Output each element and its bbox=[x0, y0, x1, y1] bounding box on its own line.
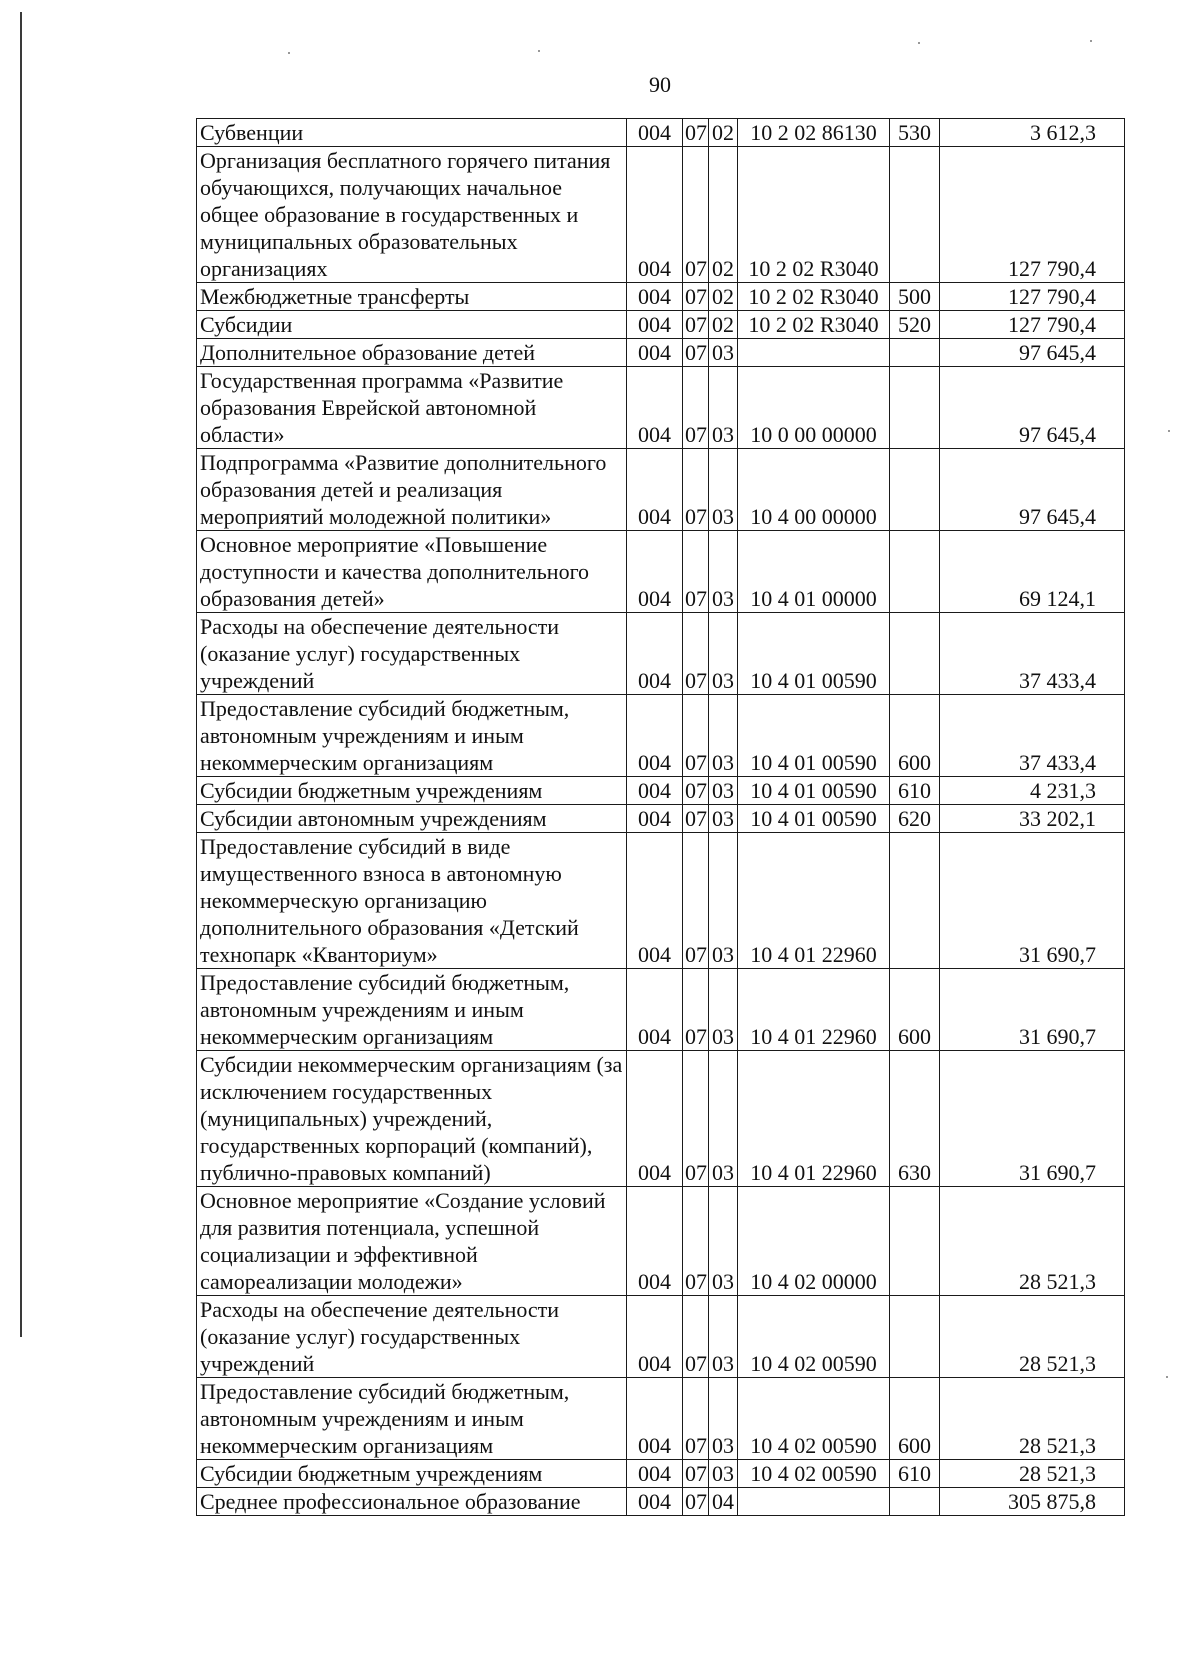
row-name: Субсидии bbox=[197, 311, 627, 339]
ministry-code: 004 bbox=[627, 311, 683, 339]
expense-type-code: 620 bbox=[890, 805, 940, 833]
target-item-code: 10 4 00 00000 bbox=[738, 449, 890, 531]
subsection-code: 03 bbox=[709, 613, 738, 695]
target-item-code: 10 4 01 00590 bbox=[738, 777, 890, 805]
ministry-code: 004 bbox=[627, 777, 683, 805]
table-row bbox=[197, 339, 1125, 367]
table-row bbox=[197, 311, 1125, 339]
section-code: 07 bbox=[683, 969, 709, 1051]
subsection-code: 03 bbox=[709, 531, 738, 613]
row-name: Предоставление субсидий бюджетным, автономным учреждениям и иным некоммерческим организациям bbox=[197, 969, 627, 1051]
target-item-code: 10 4 02 00000 bbox=[738, 1187, 890, 1296]
binding-margin-line bbox=[20, 12, 22, 1337]
table-row bbox=[197, 449, 1125, 531]
scan-speck bbox=[538, 50, 540, 52]
row-name: Предоставление субсидий бюджетным, автономным учреждениям и иным некоммерческим организациям bbox=[197, 1378, 627, 1460]
section-code: 07 bbox=[683, 805, 709, 833]
section-code: 07 bbox=[683, 339, 709, 367]
section-code: 07 bbox=[683, 1187, 709, 1296]
target-item-code: 10 4 01 22960 bbox=[738, 833, 890, 969]
amount: 97 645,4 bbox=[940, 449, 1125, 531]
row-name: Предоставление субсидий в виде имущественного взноса в автономную некоммерческую организацию дополнительного образования «Детский технопарк «Кванториум» bbox=[197, 833, 627, 969]
section-code: 07 bbox=[683, 1296, 709, 1378]
expense-type-code: 530 bbox=[890, 119, 940, 147]
target-item-code: 10 2 02 86130 bbox=[738, 119, 890, 147]
ministry-code: 004 bbox=[627, 1378, 683, 1460]
amount: 31 690,7 bbox=[940, 1051, 1125, 1187]
table-row bbox=[197, 833, 1125, 969]
ministry-code: 004 bbox=[627, 531, 683, 613]
ministry-code: 004 bbox=[627, 339, 683, 367]
subsection-code: 02 bbox=[709, 147, 738, 283]
table-row bbox=[197, 969, 1125, 1051]
ministry-code: 004 bbox=[627, 449, 683, 531]
amount: 127 790,4 bbox=[940, 311, 1125, 339]
scan-speck bbox=[288, 52, 290, 54]
ministry-code: 004 bbox=[627, 283, 683, 311]
ministry-code: 004 bbox=[627, 613, 683, 695]
scan-speck bbox=[918, 42, 920, 44]
table-row bbox=[197, 1187, 1125, 1296]
section-code: 07 bbox=[683, 695, 709, 777]
amount: 28 521,3 bbox=[940, 1187, 1125, 1296]
expense-type-code: 600 bbox=[890, 1378, 940, 1460]
table-row bbox=[197, 1460, 1125, 1488]
section-code: 07 bbox=[683, 367, 709, 449]
expense-type-code: 500 bbox=[890, 283, 940, 311]
table-row bbox=[197, 367, 1125, 449]
subsection-code: 03 bbox=[709, 339, 738, 367]
ministry-code: 004 bbox=[627, 805, 683, 833]
row-name: Основное мероприятие «Повышение доступности и качества дополнительного образования детей» bbox=[197, 531, 627, 613]
target-item-code: 10 4 01 22960 bbox=[738, 1051, 890, 1187]
amount: 69 124,1 bbox=[940, 531, 1125, 613]
section-code: 07 bbox=[683, 613, 709, 695]
amount: 127 790,4 bbox=[940, 283, 1125, 311]
ministry-code: 004 bbox=[627, 147, 683, 283]
expense-type-code bbox=[890, 449, 940, 531]
row-name: Организация бесплатного горячего питания обучающихся, получающих начальное общее образование в государственных и муниципальных образовательных организациях bbox=[197, 147, 627, 283]
target-item-code: 10 0 00 00000 bbox=[738, 367, 890, 449]
target-item-code bbox=[738, 1488, 890, 1516]
subsection-code: 03 bbox=[709, 367, 738, 449]
amount: 33 202,1 bbox=[940, 805, 1125, 833]
subsection-code: 03 bbox=[709, 833, 738, 969]
ministry-code: 004 bbox=[627, 367, 683, 449]
ministry-code: 004 bbox=[627, 1187, 683, 1296]
amount: 37 433,4 bbox=[940, 695, 1125, 777]
row-name: Расходы на обеспечение деятельности (оказание услуг) государственных учреждений bbox=[197, 613, 627, 695]
target-item-code: 10 4 01 00000 bbox=[738, 531, 890, 613]
row-name: Субсидии автономным учреждениям bbox=[197, 805, 627, 833]
section-code: 07 bbox=[683, 147, 709, 283]
scan-speck bbox=[1166, 1376, 1168, 1378]
expense-type-code bbox=[890, 1296, 940, 1378]
amount: 3 612,3 bbox=[940, 119, 1125, 147]
section-code: 07 bbox=[683, 833, 709, 969]
section-code: 07 bbox=[683, 283, 709, 311]
target-item-code: 10 4 01 00590 bbox=[738, 805, 890, 833]
expense-type-code: 600 bbox=[890, 969, 940, 1051]
target-item-code: 10 4 01 00590 bbox=[738, 695, 890, 777]
target-item-code: 10 4 02 00590 bbox=[738, 1460, 890, 1488]
expense-type-code bbox=[890, 367, 940, 449]
subsection-code: 04 bbox=[709, 1488, 738, 1516]
subsection-code: 03 bbox=[709, 449, 738, 531]
amount: 37 433,4 bbox=[940, 613, 1125, 695]
target-item-code: 10 4 01 22960 bbox=[738, 969, 890, 1051]
row-name: Предоставление субсидий бюджетным, автономным учреждениям и иным некоммерческим организациям bbox=[197, 695, 627, 777]
table-row bbox=[197, 1051, 1125, 1187]
target-item-code: 10 4 02 00590 bbox=[738, 1296, 890, 1378]
expense-type-code: 600 bbox=[890, 695, 940, 777]
row-name: Межбюджетные трансферты bbox=[197, 283, 627, 311]
section-code: 07 bbox=[683, 777, 709, 805]
amount: 127 790,4 bbox=[940, 147, 1125, 283]
table-row bbox=[197, 1488, 1125, 1516]
expense-type-code: 610 bbox=[890, 1460, 940, 1488]
subsection-code: 03 bbox=[709, 1378, 738, 1460]
amount: 97 645,4 bbox=[940, 367, 1125, 449]
ministry-code: 004 bbox=[627, 695, 683, 777]
section-code: 07 bbox=[683, 531, 709, 613]
amount: 31 690,7 bbox=[940, 833, 1125, 969]
page-number: 90 bbox=[649, 72, 671, 97]
row-name: Дополнительное образование детей bbox=[197, 339, 627, 367]
amount: 28 521,3 bbox=[940, 1460, 1125, 1488]
budget-table-body bbox=[197, 119, 1125, 1516]
ministry-code: 004 bbox=[627, 833, 683, 969]
ministry-code: 004 bbox=[627, 1460, 683, 1488]
expense-type-code bbox=[890, 833, 940, 969]
expense-type-code: 520 bbox=[890, 311, 940, 339]
table-row bbox=[197, 613, 1125, 695]
expense-type-code bbox=[890, 613, 940, 695]
scan-speck bbox=[1168, 430, 1170, 432]
table-row bbox=[197, 805, 1125, 833]
expense-type-code bbox=[890, 1488, 940, 1516]
table-row bbox=[197, 119, 1125, 147]
ministry-code: 004 bbox=[627, 1051, 683, 1187]
amount: 97 645,4 bbox=[940, 339, 1125, 367]
subsection-code: 03 bbox=[709, 1187, 738, 1296]
section-code: 07 bbox=[683, 1460, 709, 1488]
table-row bbox=[197, 777, 1125, 805]
subsection-code: 03 bbox=[709, 969, 738, 1051]
subsection-code: 03 bbox=[709, 1296, 738, 1378]
subsection-code: 02 bbox=[709, 283, 738, 311]
row-name: Расходы на обеспечение деятельности (оказание услуг) государственных учреждений bbox=[197, 1296, 627, 1378]
ministry-code: 004 bbox=[627, 1488, 683, 1516]
expense-type-code bbox=[890, 1187, 940, 1296]
amount: 28 521,3 bbox=[940, 1378, 1125, 1460]
target-item-code bbox=[738, 339, 890, 367]
section-code: 07 bbox=[683, 311, 709, 339]
amount: 4 231,3 bbox=[940, 777, 1125, 805]
budget-table bbox=[196, 118, 1125, 1516]
row-name: Основное мероприятие «Создание условий для развития потенциала, успешной социализации и эффективной самореализации молодежи» bbox=[197, 1187, 627, 1296]
expense-type-code bbox=[890, 147, 940, 283]
target-item-code: 10 4 01 00590 bbox=[738, 613, 890, 695]
table-row bbox=[197, 283, 1125, 311]
target-item-code: 10 2 02 R3040 bbox=[738, 283, 890, 311]
target-item-code: 10 2 02 R3040 bbox=[738, 147, 890, 283]
expense-type-code: 610 bbox=[890, 777, 940, 805]
subsection-code: 03 bbox=[709, 1051, 738, 1187]
subsection-code: 03 bbox=[709, 1460, 738, 1488]
expense-type-code: 630 bbox=[890, 1051, 940, 1187]
section-code: 07 bbox=[683, 1051, 709, 1187]
row-name: Субсидии некоммерческим организациям (за исключением государственных (муниципальных) учреждений, государственных корпораций (компаний), публично-правовых компаний) bbox=[197, 1051, 627, 1187]
amount: 28 521,3 bbox=[940, 1296, 1125, 1378]
ministry-code: 004 bbox=[627, 1296, 683, 1378]
section-code: 07 bbox=[683, 1488, 709, 1516]
row-name: Субвенции bbox=[197, 119, 627, 147]
table-row bbox=[197, 1378, 1125, 1460]
table-row bbox=[197, 147, 1125, 283]
amount: 305 875,8 bbox=[940, 1488, 1125, 1516]
row-name: Среднее профессиональное образование bbox=[197, 1488, 627, 1516]
subsection-code: 02 bbox=[709, 119, 738, 147]
expense-type-code bbox=[890, 339, 940, 367]
ministry-code: 004 bbox=[627, 119, 683, 147]
expense-type-code bbox=[890, 531, 940, 613]
row-name: Подпрограмма «Развитие дополнительного образования детей и реализация мероприятий молодежной политики» bbox=[197, 449, 627, 531]
table-row bbox=[197, 1296, 1125, 1378]
target-item-code: 10 4 02 00590 bbox=[738, 1378, 890, 1460]
row-name: Субсидии бюджетным учреждениям bbox=[197, 777, 627, 805]
subsection-code: 03 bbox=[709, 805, 738, 833]
amount: 31 690,7 bbox=[940, 969, 1125, 1051]
subsection-code: 03 bbox=[709, 777, 738, 805]
table-row bbox=[197, 531, 1125, 613]
section-code: 07 bbox=[683, 1378, 709, 1460]
row-name: Государственная программа «Развитие образования Еврейской автономной области» bbox=[197, 367, 627, 449]
row-name: Субсидии бюджетным учреждениям bbox=[197, 1460, 627, 1488]
target-item-code: 10 2 02 R3040 bbox=[738, 311, 890, 339]
subsection-code: 03 bbox=[709, 695, 738, 777]
scan-speck bbox=[1090, 40, 1092, 42]
table-row bbox=[197, 695, 1125, 777]
subsection-code: 02 bbox=[709, 311, 738, 339]
ministry-code: 004 bbox=[627, 969, 683, 1051]
section-code: 07 bbox=[683, 449, 709, 531]
section-code: 07 bbox=[683, 119, 709, 147]
